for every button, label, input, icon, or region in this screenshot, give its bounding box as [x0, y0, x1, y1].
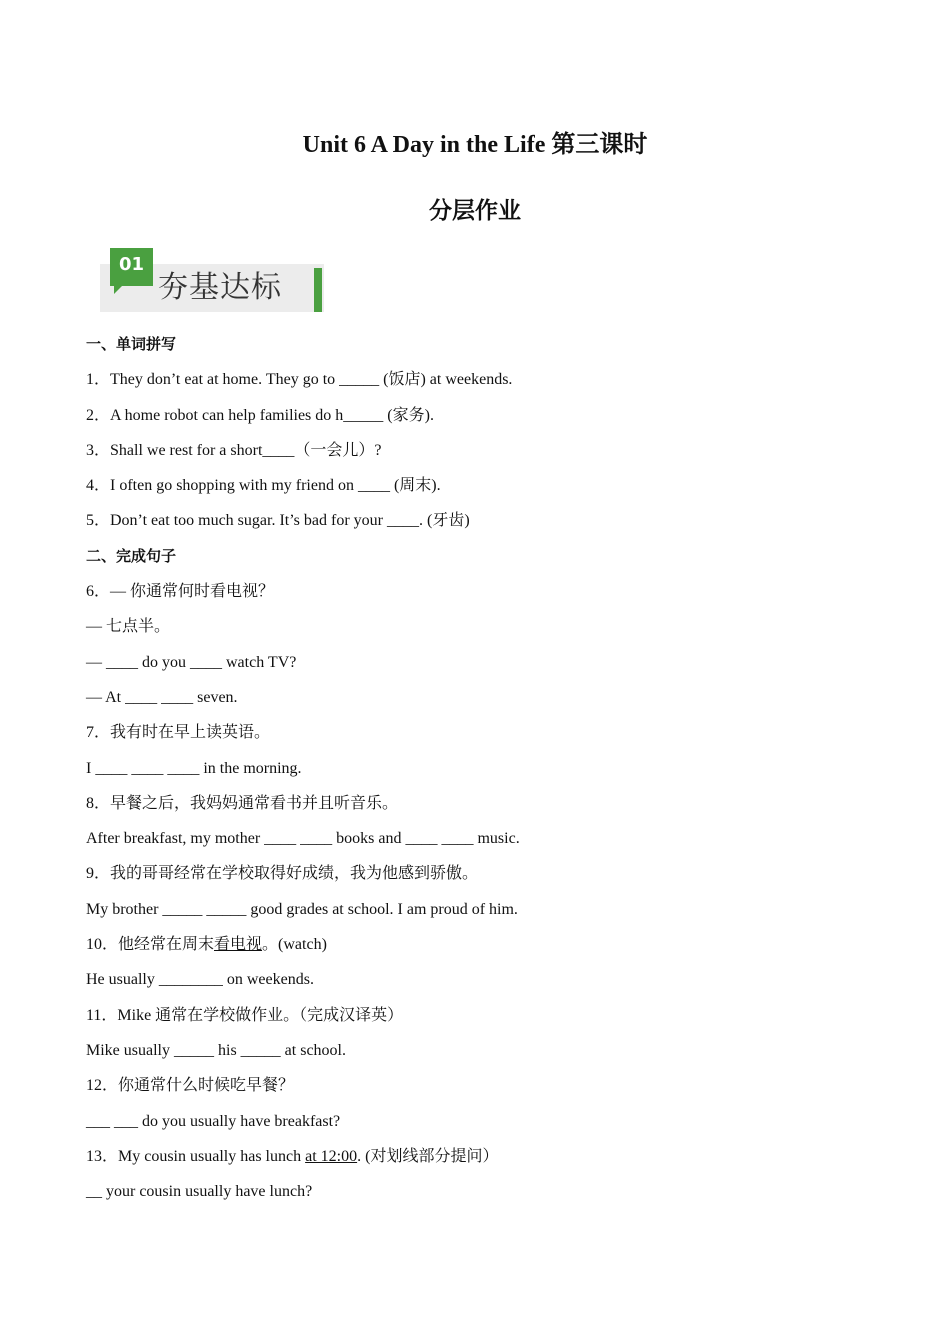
- question-prefix: 13．My cousin usually has lunch: [86, 1147, 306, 1165]
- banner-number-badge: 01: [110, 248, 153, 286]
- section-heading-sentences: 二、完成句子: [86, 546, 177, 565]
- badge-tail-shape: [114, 286, 122, 294]
- question-prompt: [86, 1139, 866, 1174]
- answer-line: — At ____ ____ seven.: [86, 688, 238, 706]
- answer-line: Mike usually _____ his _____ at school.: [86, 1041, 346, 1059]
- document-title: Unit 6 A Day in the Life 第三课时: [302, 132, 648, 158]
- question-prompt: 7．我有时在早上读英语。: [86, 724, 271, 742]
- question-suffix: 。(watch): [262, 936, 327, 954]
- answer-line: He usually ________ on weekends.: [86, 971, 314, 989]
- banner-accent-bar: [314, 268, 322, 312]
- answer-line: After breakfast, my mother ____ ____ books and ____ ____ music.: [86, 830, 520, 848]
- answer-line: __ your cousin usually have lunch?: [86, 1183, 313, 1201]
- section-banner: [100, 248, 324, 314]
- underlined-phrase: 看电视: [214, 936, 263, 954]
- banner-label: 夯基达标: [158, 270, 282, 305]
- section-heading-spelling: 一、单词拼写: [86, 335, 177, 353]
- document-subtitle: 分层作业: [429, 198, 521, 224]
- question-suffix: . (对划线部分提问）: [357, 1147, 499, 1165]
- worksheet-content: [86, 327, 866, 1209]
- question-prompt: 11．Mike 通常在学校做作业。（完成汉译英）: [86, 1006, 404, 1024]
- question-prompt: 8．早餐之后，我妈妈通常看书并且听音乐。: [86, 794, 399, 812]
- question-item: 4．I often go shopping with my friend on ____ (周末).: [86, 477, 441, 495]
- question-prompt: [86, 927, 866, 962]
- question-item: 5．Don’t eat too much sugar. It’s bad for your ____. (牙齿): [86, 512, 470, 530]
- answer-line: ___ ___ do you usually have breakfast?: [86, 1112, 341, 1130]
- question-prefix: 10．他经常在周末: [86, 936, 215, 954]
- question-prompt: 12．你通常什么时候吃早餐？: [86, 1077, 295, 1095]
- question-prompt: 9．我的哥哥经常在学校取得好成绩，我为他感到骄傲。: [86, 865, 479, 883]
- answer-line: My brother _____ _____ good grades at school. I am proud of him.: [86, 900, 518, 918]
- question-prompt: 6．— 你通常何时看电视？: [86, 583, 275, 601]
- question-item: 2．A home robot can help families do h_____ (家务).: [86, 406, 434, 424]
- answer-line: I ____ ____ ____ in the morning.: [86, 759, 302, 777]
- underlined-phrase: at 12:00: [305, 1147, 358, 1165]
- dialogue-line: — 七点半。: [86, 618, 171, 636]
- answer-line: — ____ do you ____ watch TV?: [86, 653, 297, 671]
- question-item: 1．They don’t eat at home. They go to _____ (饭店) at weekends.: [86, 371, 513, 389]
- question-item: 3．Shall we rest for a short____（一会儿）?: [86, 441, 382, 459]
